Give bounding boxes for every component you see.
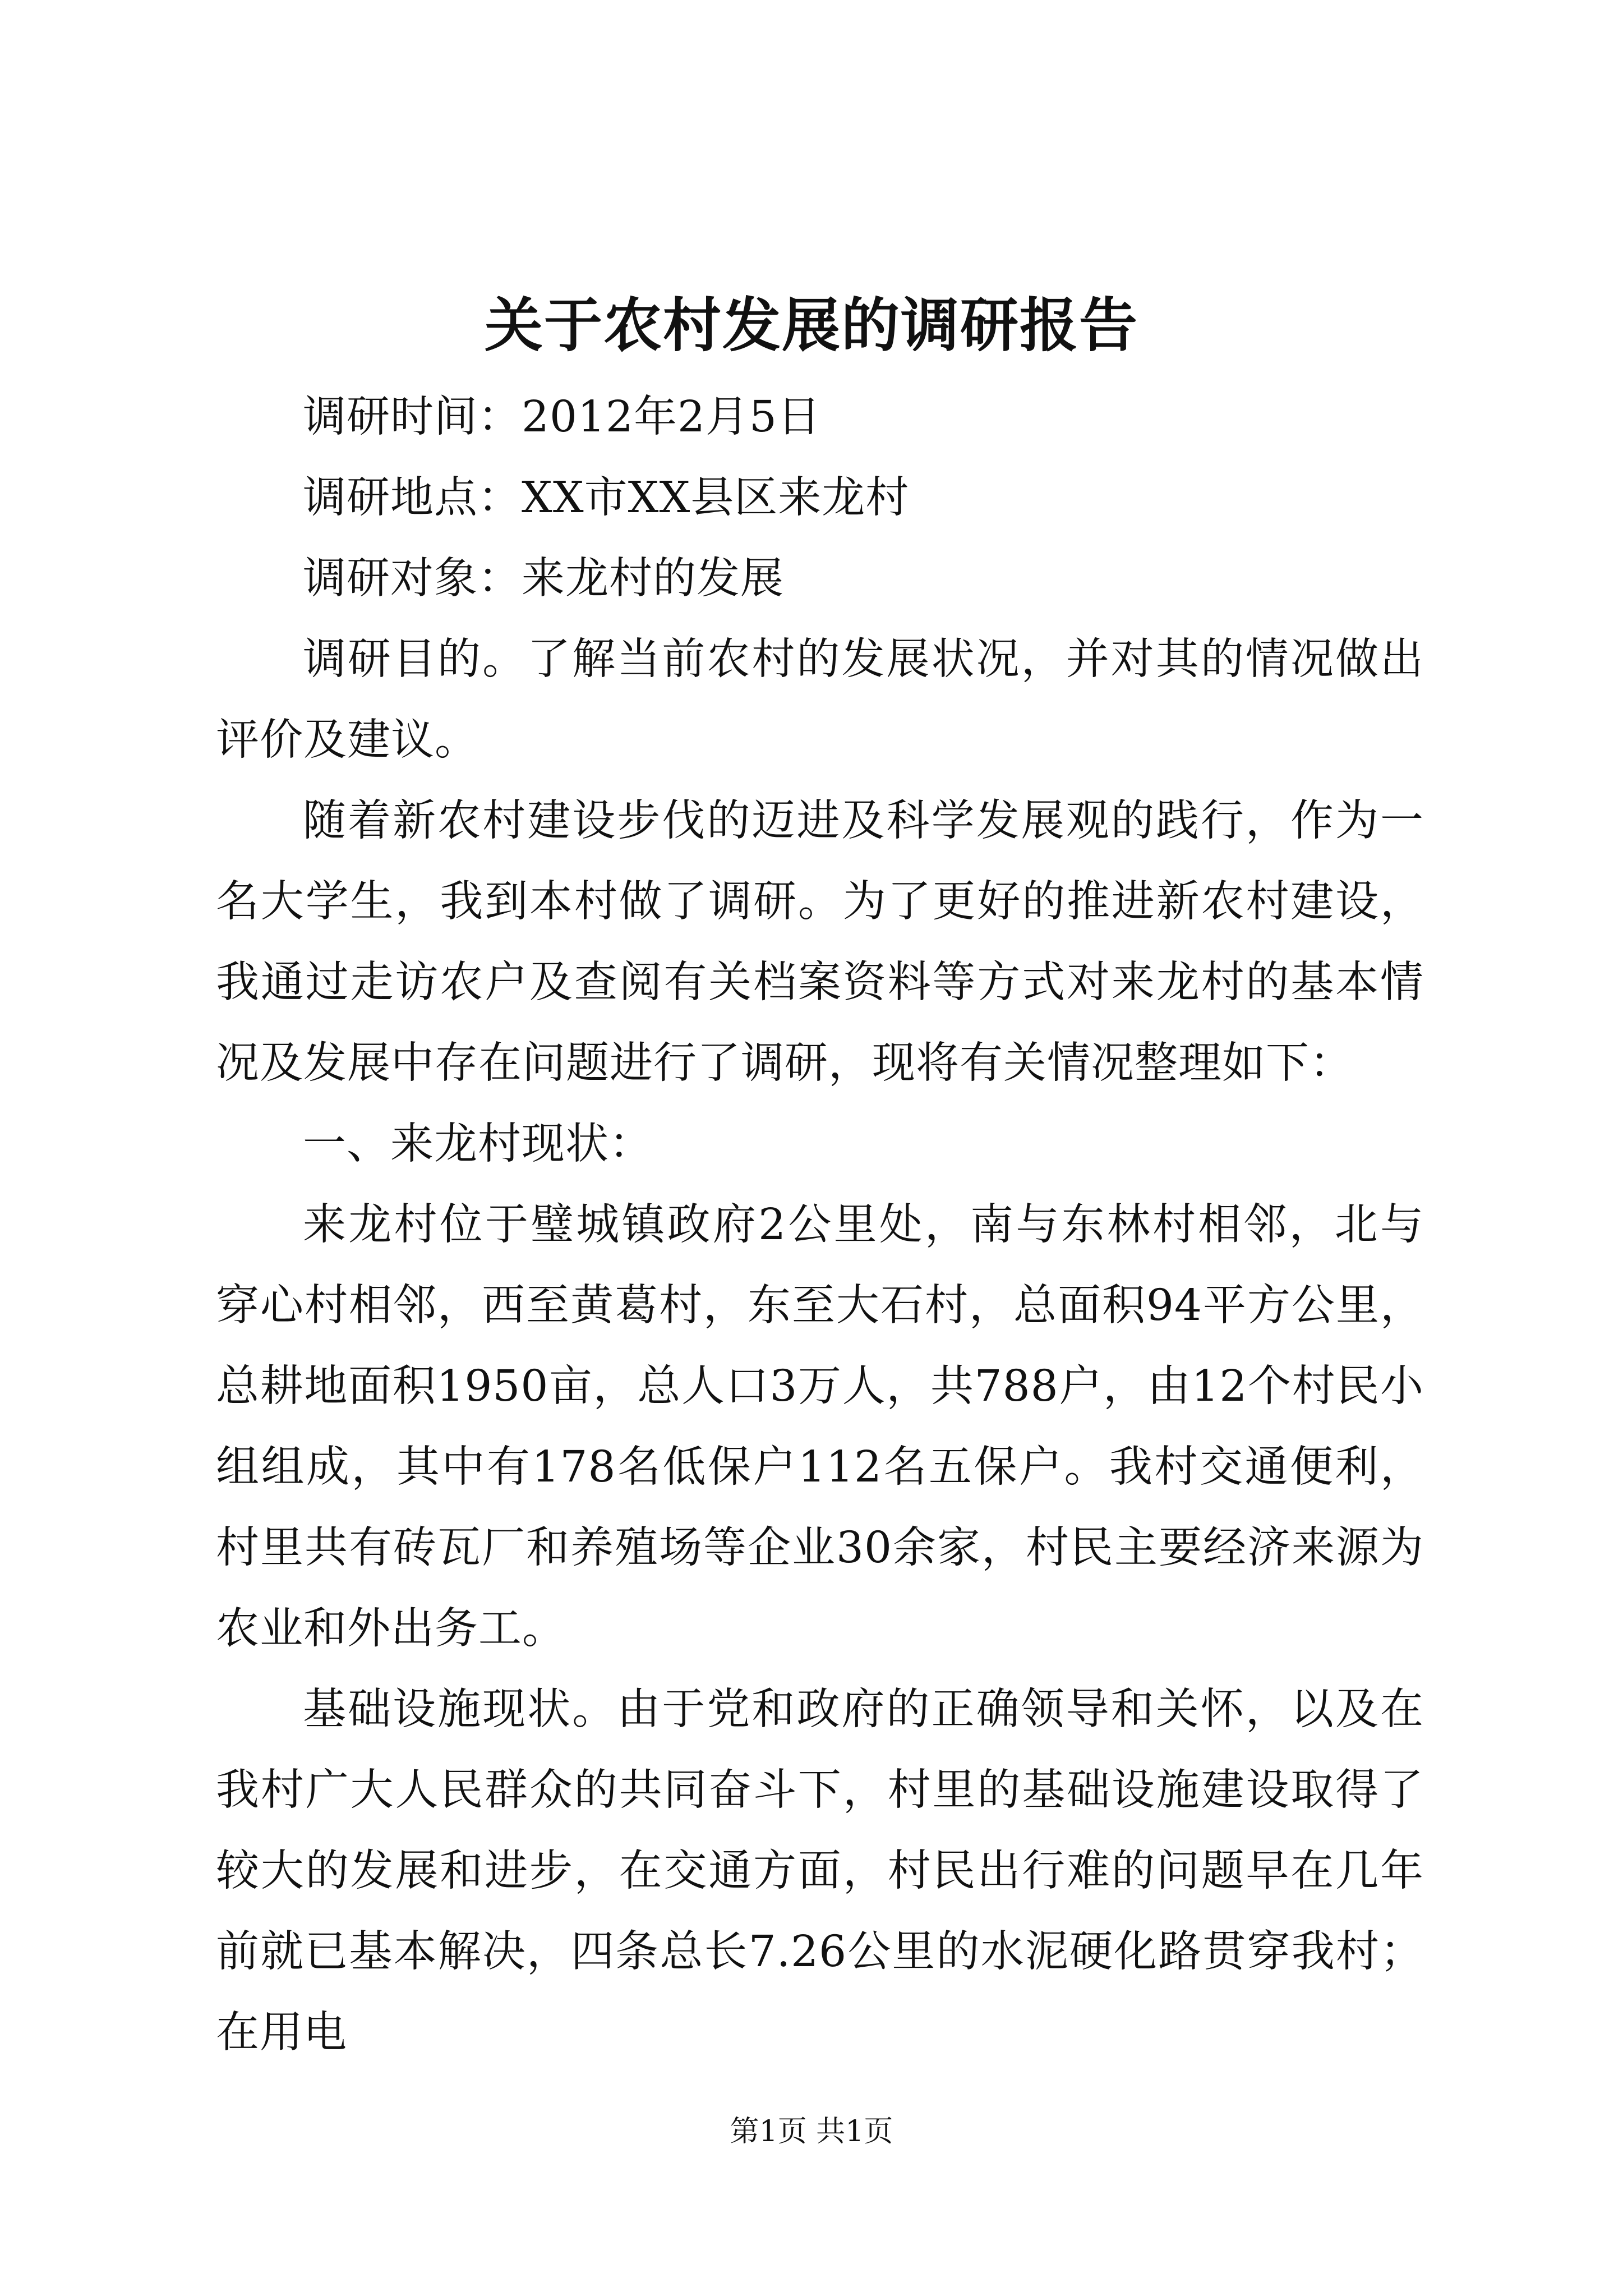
survey-time-line: 调研时间：2012年2月5日 [303, 392, 821, 442]
survey-location-line: 调研地点：XX市XX县区来龙村 [303, 473, 910, 523]
introduction-paragraph: 随着新农村建设步伐的迈进及科学发展观的践行，作为一名大学生，我到本村做了调研。为了更好的推进新农村建设，我通过走访农户及查阅有关档案资料等方式对来龙村的基本情况及发展中存在问题进行了调研，现将有关情况整理如下： [216, 796, 1424, 1088]
infrastructure-paragraph: 基础设施现状。由于党和政府的正确领导和关怀，以及在我村广大人民群众的共同奋斗下，村里的基础设施建设取得了较大的发展和进步，在交通方面，村民出行难的问题早在几年前就已基本解决，四条总长7.26公里的水泥硬化路贯穿我村；在用电 [216, 1685, 1424, 2058]
document-body [216, 377, 1424, 2073]
document-title: 关于农村发展的调研报告 [484, 291, 1138, 360]
survey-subject-line: 调研对象：来龙村的发展 [303, 554, 784, 604]
page-number-footer: 第1页 共1页 [730, 2115, 893, 2148]
survey-purpose-paragraph: 调研目的。了解当前农村的发展状况，并对其的情况做出评价及建议。 [216, 634, 1424, 765]
section-heading: 一、来龙村现状： [303, 1119, 653, 1169]
village-overview-paragraph: 来龙村位于璧城镇政府2公里处，南与东林村相邻，北与穿心村相邻，西至黄葛村，东至大石村，总面积94平方公里，总耕地面积1950亩，总人口3万人，共788户，由12个村民小组组成，其中有178名低保户112名五保户。我村交通便利，村里共有砖瓦厂和养殖场等企业30余家，村民主要经济来源为农业和外出务工。 [216, 1200, 1424, 1654]
